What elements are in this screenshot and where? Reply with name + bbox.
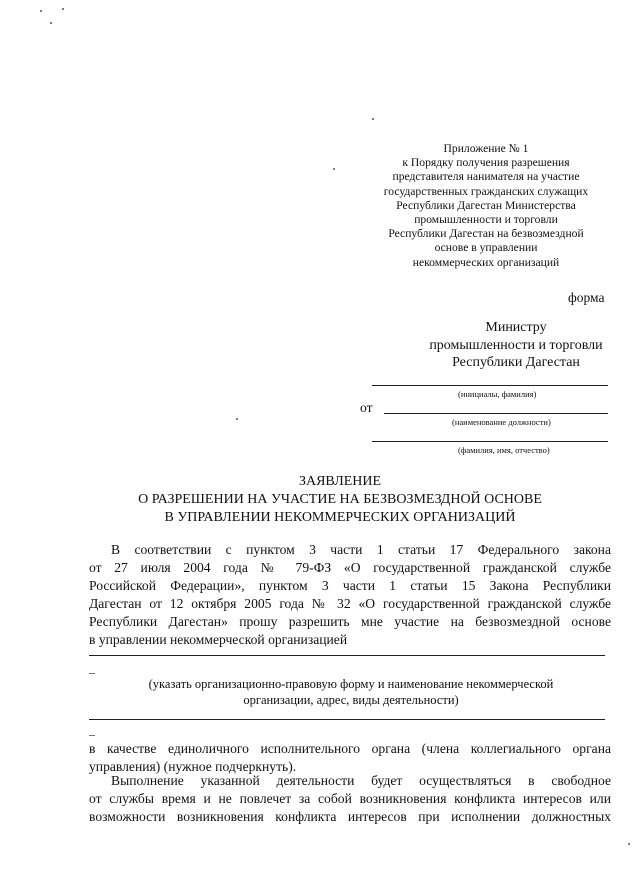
addressee-block	[422, 319, 610, 372]
paragraph-line: В соответствии с пунктом 3 части 1 статьи 17 Федерального закона	[111, 542, 611, 557]
paragraph-line: Выполнение указанной деятельности будет осуществляться в свободное	[111, 773, 611, 788]
initials-caption: (инициалы, фамилия)	[458, 389, 537, 399]
appendix-line: представителя нанимателя на участие	[392, 170, 580, 184]
appendix-line: государственных гражданских служащих	[383, 184, 589, 198]
line-dash: –	[89, 727, 95, 741]
paragraph-line: в качестве единоличного исполнительного органа (члена коллегиального органа	[89, 741, 611, 756]
appendix-line: основе в управлении	[434, 241, 538, 255]
position-field-line[interactable]	[384, 413, 608, 414]
paragraph-line: от 27 июля 2004 года № 79-ФЗ «О государственной гражданской службе	[89, 560, 611, 575]
appendix-line: Республики Дагестан на безвозмездной	[388, 227, 584, 241]
scan-speck	[40, 10, 42, 12]
appendix-line: к Порядку получения разрешения	[402, 156, 570, 170]
addressee-line: Республики Дагестан	[452, 355, 580, 370]
title-line: О РАЗРЕШЕНИИ НА УЧАСТИЕ НА БЕЗВОЗМЕЗДНОЙ ОСНОВЕ	[138, 492, 542, 507]
paragraph-line: возможности возникновения конфликта интересов при исполнении должностных	[89, 809, 611, 824]
paragraph-line: управления) (нужное подчеркнуть).	[89, 759, 297, 774]
initials-field-line[interactable]	[372, 385, 608, 386]
addressee-line: Министру	[485, 320, 547, 335]
full-name-field-line[interactable]	[372, 441, 608, 442]
scan-speck	[333, 168, 335, 170]
position-caption: (наименование должности)	[452, 417, 551, 427]
paragraph-line: в управлении некоммерческой организацией	[89, 632, 348, 647]
appendix-line: некоммерческих организаций	[412, 255, 560, 269]
title-line: ЗАЯВЛЕНИЕ	[298, 474, 382, 489]
addressee-line: промышленности и торговли	[429, 337, 603, 353]
appendix-line: промышленности и торговли	[414, 213, 558, 227]
full-name-caption: (фамилия, имя, отчество)	[458, 445, 550, 455]
organization-details-field-line[interactable]	[89, 719, 605, 720]
scan-speck	[372, 118, 374, 120]
paragraph-line: Республики Дагестан» прошу разрешить мне участие на безвозмездной основе	[89, 614, 611, 629]
caption-line: организации, адрес, виды деятельности)	[243, 693, 459, 707]
appendix-line: Республики Дагестан Министерства	[396, 198, 576, 212]
scan-speck	[50, 22, 52, 24]
scan-speck	[236, 418, 238, 420]
paragraph-line: Дагестан от 12 октября 2005 года № 32 «О государственной гражданской службе	[89, 596, 611, 611]
line-dash: –	[89, 665, 95, 679]
appendix-header	[360, 142, 612, 270]
title-line: В УПРАВЛЕНИИ НЕКОММЕРЧЕСКИХ ОРГАНИЗАЦИЙ	[164, 510, 516, 525]
scan-speck	[62, 8, 64, 10]
from-label: от	[360, 400, 373, 415]
statement-paragraph	[89, 541, 611, 649]
conditions-paragraph	[89, 772, 611, 826]
role-paragraph	[89, 740, 611, 776]
paragraph-line: Российской Федерации», пунктом 3 части 1 статьи 15 Закона Республики	[89, 578, 611, 593]
form-label: форма	[568, 290, 605, 305]
caption-line: (указать организационно-правовую форму и наименование некоммерческой	[148, 677, 554, 691]
organization-caption	[92, 676, 610, 708]
organization-field-line[interactable]	[89, 655, 605, 656]
paragraph-line: от службы время и не повлечет за собой возникновения конфликта интересов или	[89, 791, 611, 806]
scan-speck	[628, 843, 630, 845]
document-title	[80, 473, 600, 527]
appendix-line: Приложение № 1	[443, 142, 529, 155]
